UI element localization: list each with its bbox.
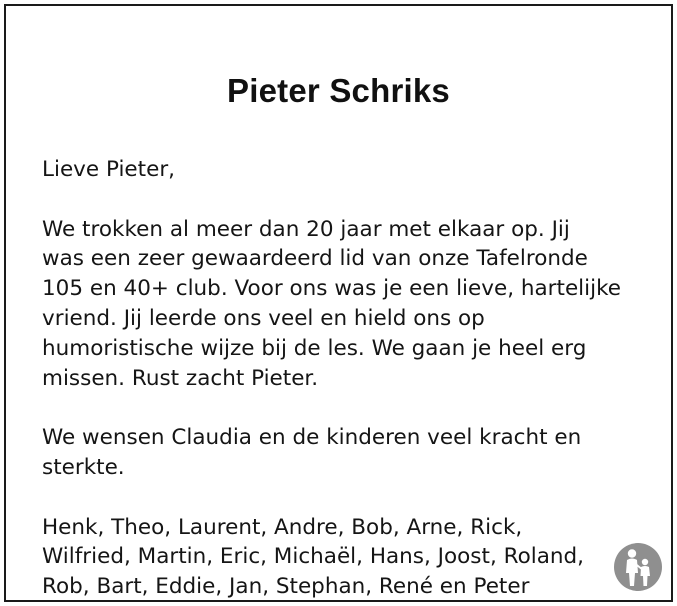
salutation (42, 155, 652, 185)
tribute-line: We trokken al meer dan 20 jaar met elkaar op. Jij (42, 216, 570, 242)
notice-frame (4, 4, 673, 602)
salutation-line: Lieve Pieter, (42, 157, 175, 182)
signature-line: Wilfried, Martin, Eric, Michaël, Hans, Joost, Roland, (42, 544, 584, 570)
tribute-line: missen. Rust zacht Pieter. (42, 365, 319, 391)
condolence-line: We wensen Claudia en de kinderen veel kracht en (42, 425, 582, 451)
condolence-line: sterkte. (42, 454, 125, 480)
paragraph-condolence (42, 423, 652, 483)
tribute-line: vriend. Jij leerde ons veel en hield ons op (42, 305, 485, 331)
tribute-line: 105 en 40+ club. Voor ons was je een lieve, hartelijke (42, 276, 622, 302)
notice-body (42, 155, 652, 602)
tribute-line: was een zeer gewaardeerd lid van onze Tafelronde (42, 246, 588, 272)
signatures (42, 513, 652, 602)
memorial-figure-icon (613, 542, 663, 592)
signature-line: Rob, Bart, Eddie, Jan, Stephan, René en Peter (42, 574, 530, 600)
notice-title: Pieter Schriks (227, 72, 450, 109)
tribute-line: humoristische wijze bij de les. We gaan je heel erg (42, 335, 587, 361)
signature-line: Henk, Theo, Laurent, Andre, Bob, Arne, Rick, (42, 514, 523, 540)
paragraph-tribute (42, 215, 652, 394)
